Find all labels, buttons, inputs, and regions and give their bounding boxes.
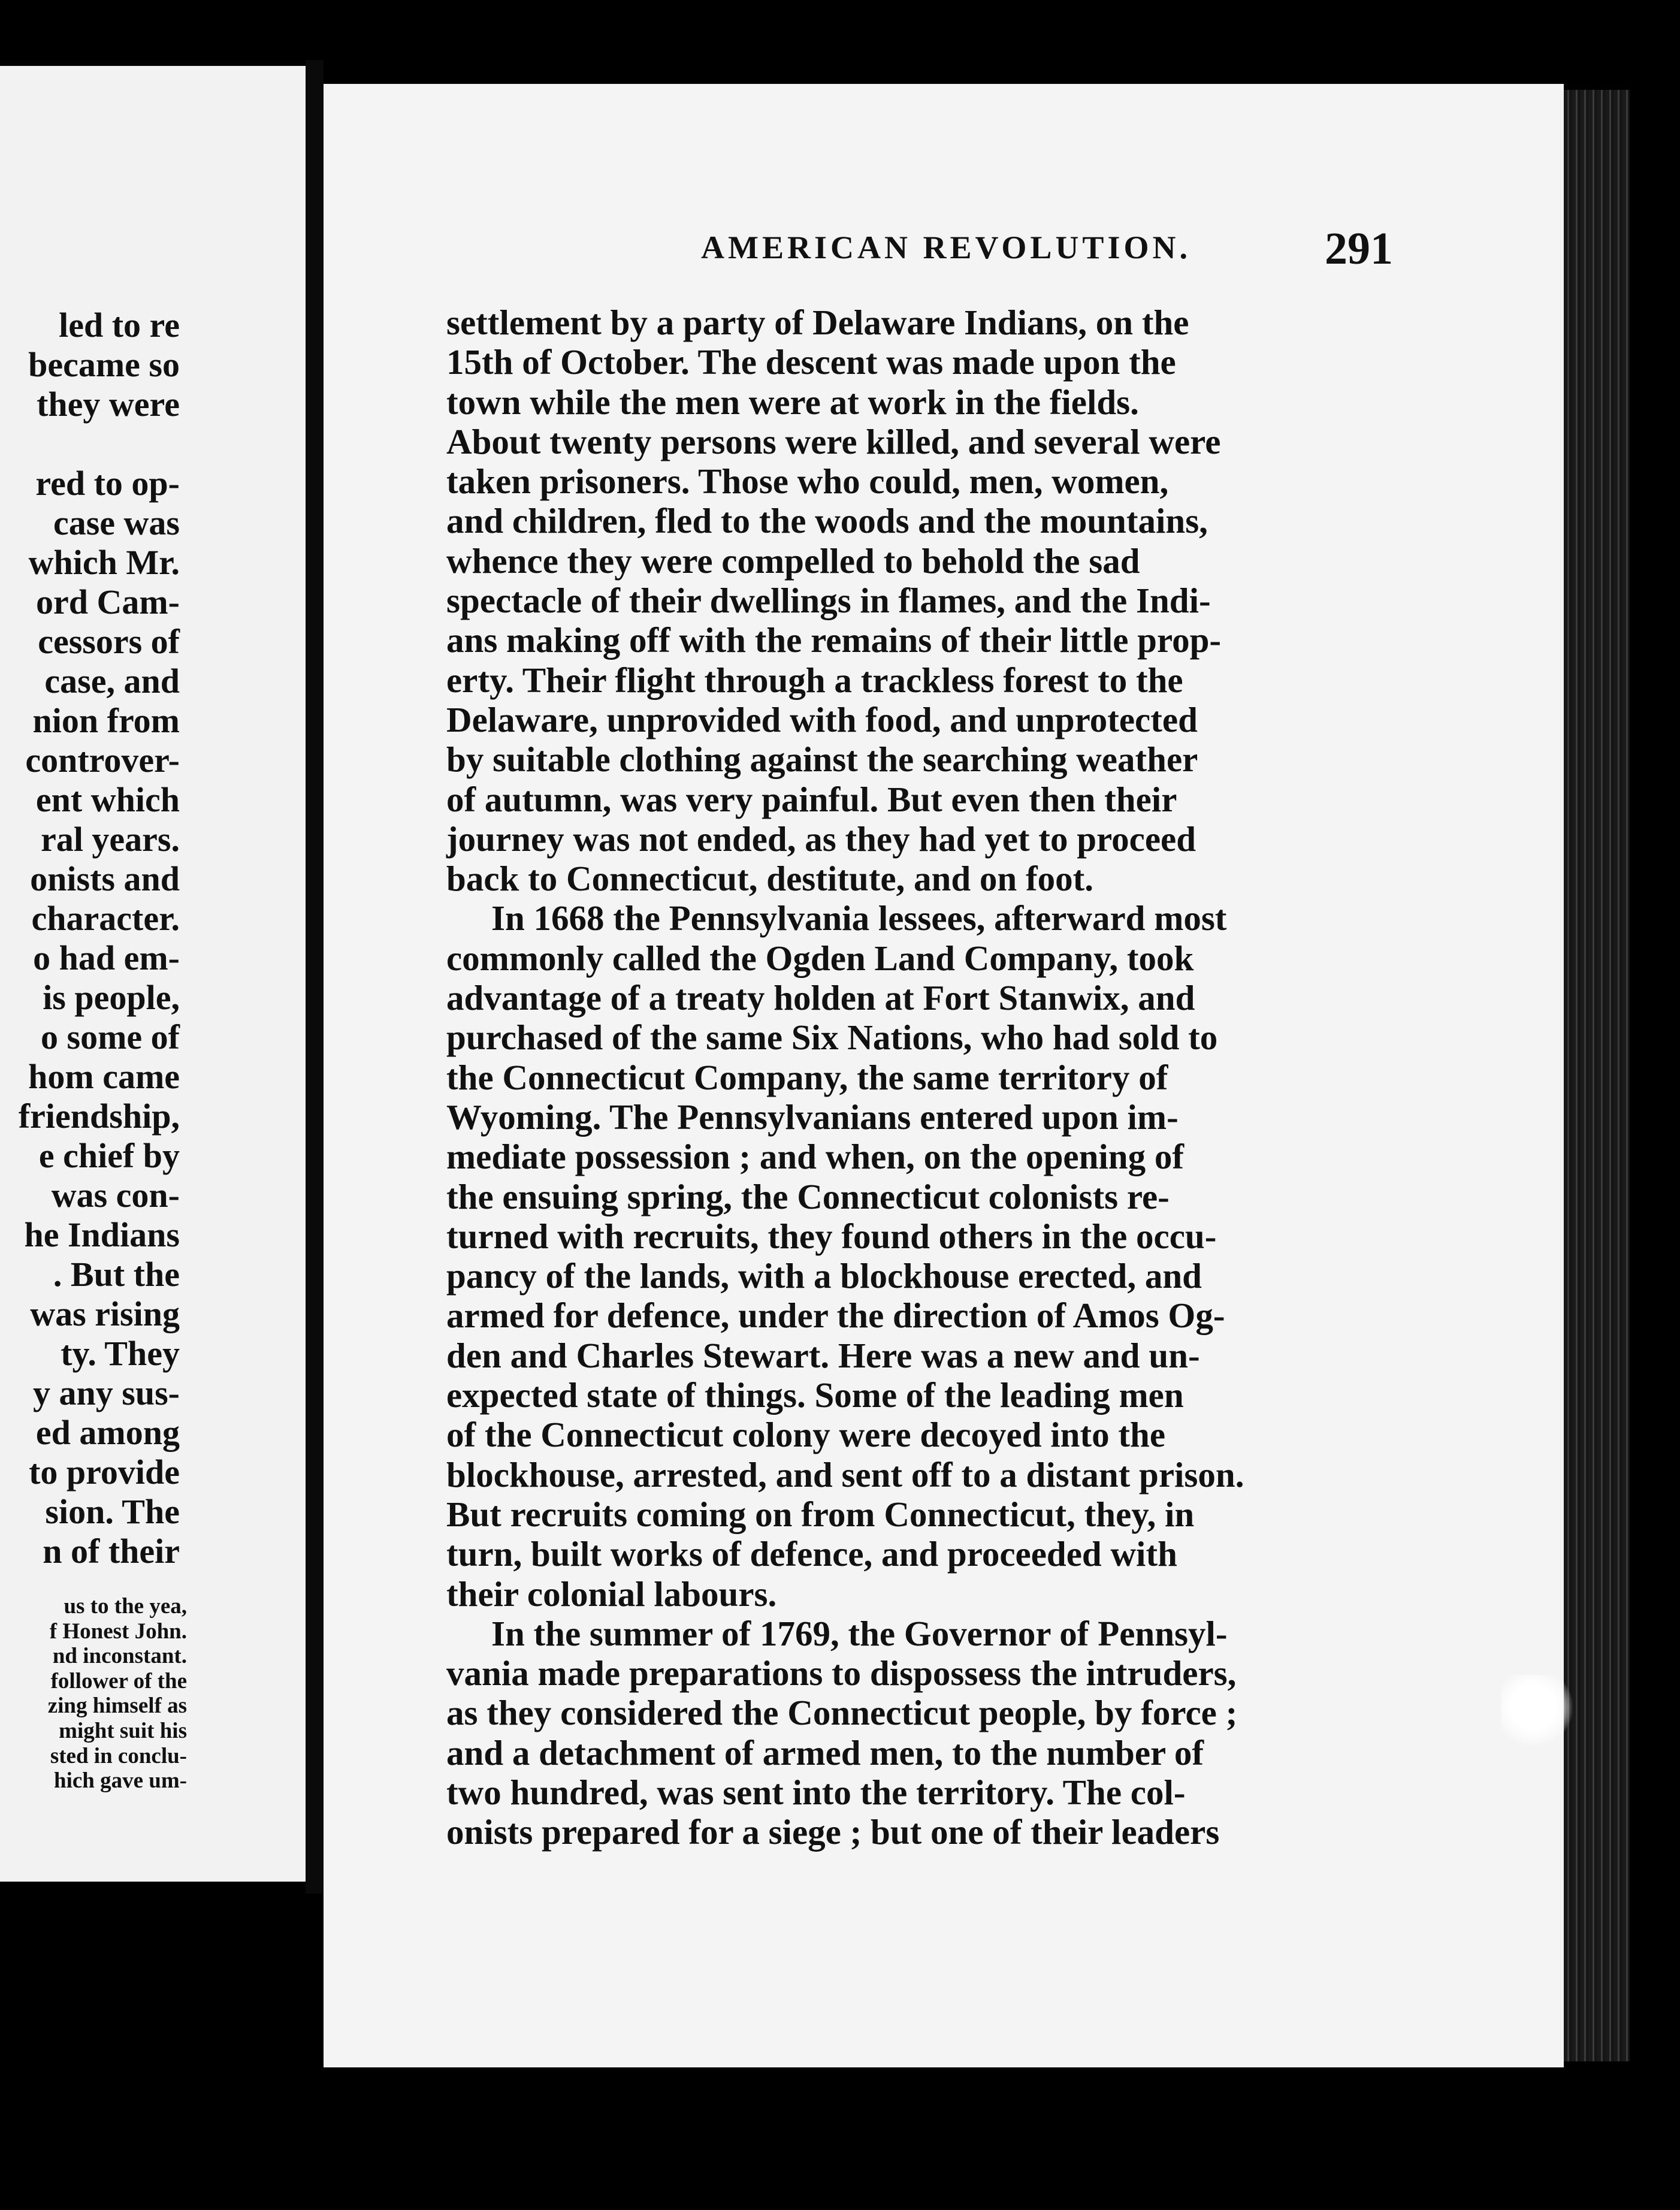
text-line: mediate possession ; and when, on the opening of (446, 1137, 1184, 1177)
text-line: commonly called the Ogden Land Company, took (446, 938, 1194, 978)
left-body-line: nion from (32, 701, 180, 740)
running-head: AMERICAN REVOLUTION. (701, 230, 1191, 265)
left-body-line: was rising (30, 1294, 180, 1333)
left-body-line: case, and (44, 662, 180, 701)
left-footnote-line: might suit his (59, 1718, 187, 1743)
text-line: About twenty persons were killed, and several were (446, 421, 1221, 461)
left-body-line: e chief by (38, 1136, 180, 1175)
left-footnote-line: follower of the (50, 1668, 187, 1693)
text-line: 15th of October. The descent was made upon the (446, 342, 1176, 382)
left-body-line: friendship, (18, 1097, 180, 1136)
text-line: of the Connecticut colony were decoyed into the (446, 1415, 1166, 1455)
text-line: back to Connecticut, destitute, and on foot. (446, 859, 1094, 899)
text-line: Wyoming. The Pennsylvanians entered upon im- (446, 1097, 1179, 1137)
text-line: vania made preparations to dispossess the intruders, (446, 1653, 1237, 1693)
left-body-line: red to op- (35, 464, 180, 503)
text-line: turned with recruits, they found others in the occu- (446, 1216, 1217, 1256)
left-body-line: ed among (35, 1413, 180, 1452)
left-body-line: sion. The (45, 1492, 180, 1531)
book-gutter (306, 60, 324, 1894)
left-body-line: to provide (29, 1453, 180, 1492)
left-body-line (0, 424, 180, 464)
text-line: whence they were compelled to behold the sad (446, 541, 1140, 581)
left-body-line: . But the (53, 1255, 180, 1294)
text-line: ans making off with the remains of their little prop- (446, 620, 1222, 660)
text-line: In 1668 the Pennsylvania lessees, afterward most (491, 898, 1227, 938)
left-body-line: hom came (28, 1057, 180, 1096)
left-footnote-line: hich gave um- (54, 1768, 187, 1794)
left-body-line: character. (31, 899, 180, 938)
text-line: and a detachment of armed men, to the number of (446, 1732, 1204, 1773)
text-line: blockhouse, arrested, and sent off to a distant prison. (446, 1454, 1244, 1495)
left-body-line: onists and (30, 859, 180, 898)
text-line: the Connecticut Company, the same territory of (446, 1057, 1168, 1097)
left-body-line: they were (37, 385, 180, 424)
left-body-line: was con- (51, 1176, 180, 1215)
left-body-line: controver- (25, 741, 180, 780)
text-line: of autumn, was very painful. But even then their (446, 779, 1177, 819)
left-body-line: ty. They (61, 1334, 180, 1373)
left-body-line: he Indians (24, 1215, 180, 1254)
text-line: spectacle of their dwellings in flames, and the Indi- (446, 581, 1211, 621)
text-line: Delaware, unprovided with food, and unprotected (446, 699, 1198, 739)
left-footnote-line: zing himself as (47, 1693, 187, 1719)
text-line: In the summer of 1769, the Governor of Pennsyl- (491, 1613, 1228, 1653)
text-line: armed for defence, under the direction of Amos Og- (446, 1296, 1225, 1336)
text-line: But recruits coming on from Connecticut, they, in (446, 1494, 1195, 1534)
left-body-line: led to re (59, 306, 180, 345)
text-line: turn, built works of defence, and proceeded with (446, 1534, 1177, 1574)
text-line: the ensuing spring, the Connecticut colonists re- (446, 1176, 1170, 1216)
left-body-line: y any sus- (33, 1373, 180, 1412)
page-edge (1564, 90, 1630, 2061)
text-line: onists prepared for a siege ; but one of their leaders (446, 1812, 1220, 1852)
text-line: taken prisoners. Those who could, men, women, (446, 461, 1169, 502)
left-body-line: case was (53, 503, 180, 542)
text-line: their colonial labours. (446, 1574, 777, 1614)
text-line: advantage of a treaty holden at Fort Stanwix, and (446, 978, 1195, 1018)
text-line: erty. Their flight through a trackless forest to the (446, 660, 1183, 700)
left-footnote-line: sted in conclu- (50, 1743, 187, 1768)
text-line: by suitable clothing against the searching weather (446, 739, 1198, 780)
left-page-footnote (0, 1594, 187, 1794)
text-line: pancy of the lands, with a blockhouse erected, and (446, 1256, 1202, 1296)
right-page-body-text (446, 303, 1396, 1852)
text-line: two hundred, was sent into the territory. The col- (446, 1772, 1186, 1812)
left-body-line: n of their (43, 1532, 180, 1571)
left-footnote-line: f Honest John. (49, 1619, 187, 1644)
left-body-line: became so (28, 345, 180, 384)
left-body-line: which Mr. (28, 543, 180, 582)
left-footnote-line: us to the yea, (64, 1594, 187, 1619)
text-line: settlement by a party of Delaware Indians, on the (446, 303, 1189, 342)
left-footnote-line: nd inconstant. (52, 1644, 187, 1669)
left-body-line: o some of (41, 1018, 180, 1056)
left-body-line: o had em- (33, 938, 180, 977)
left-body-line: ord Cam- (35, 582, 180, 621)
text-line: purchased of the same Six Nations, who had sold to (446, 1018, 1218, 1058)
left-body-line: ral years. (41, 820, 180, 859)
text-line: town while the men were at work in the fields. (446, 382, 1139, 422)
text-line: as they considered the Connecticut people, by force ; (446, 1693, 1238, 1733)
page-number: 291 (1325, 224, 1393, 274)
left-body-line: cessors of (38, 622, 180, 661)
left-body-line: ent which (35, 780, 180, 819)
text-line: den and Charles Stewart. Here was a new and un- (446, 1335, 1200, 1375)
text-line: and children, fled to the woods and the mountains, (446, 501, 1208, 541)
left-page-body-text (0, 306, 180, 1571)
text-line: expected state of things. Some of the leading men (446, 1375, 1184, 1415)
text-line: journey was not ended, as they had yet to proceed (446, 819, 1196, 859)
left-body-line: is people, (43, 978, 180, 1017)
paper-stain (1501, 1675, 1573, 1747)
